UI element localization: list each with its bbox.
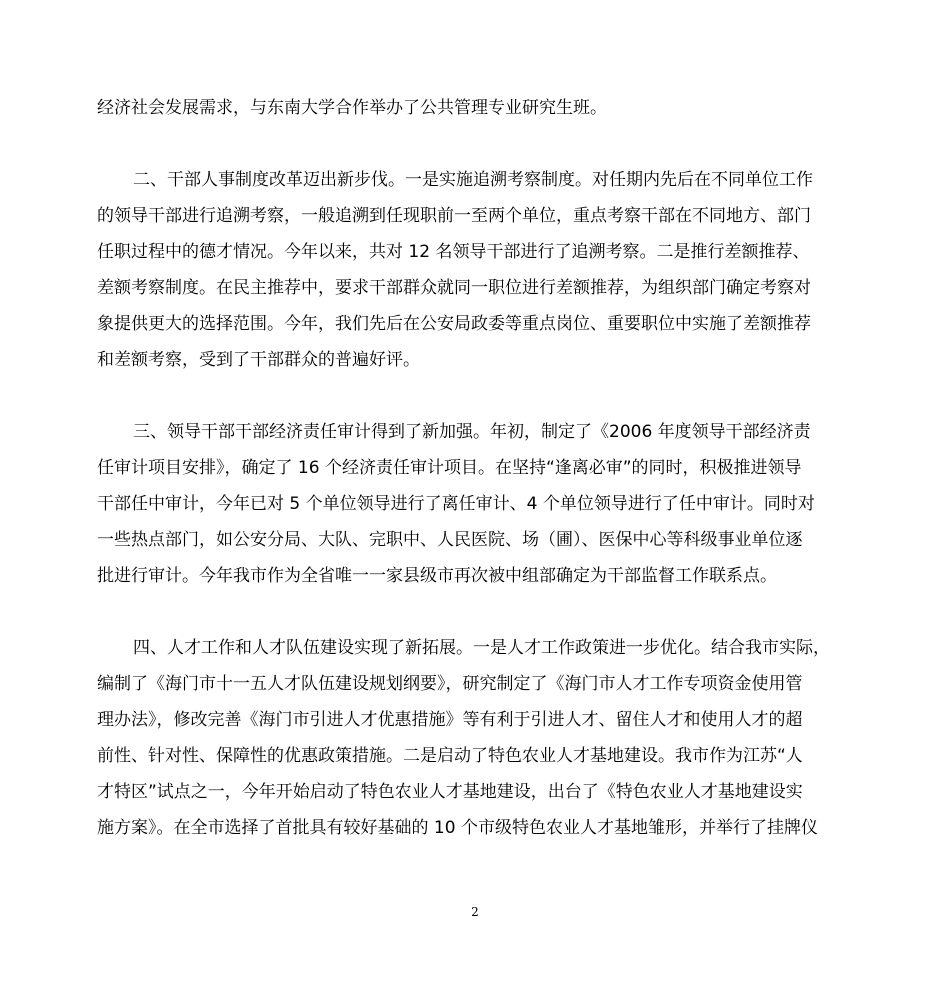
section-3-heading-line: 三、领导干部干部经济责任审计得到了新加强。年初，制定了《2006 年度领导干部经济责 <box>133 422 811 442</box>
section-4-heading-line: 四、人才工作和人才队伍建设实现了新拓展。一是人才工作政策进一步优化。结合我市实际， <box>133 638 830 658</box>
text-line: 经济社会发展需求，与东南大学合作举办了公共管理专业研究生班。 <box>97 98 607 118</box>
page-number: 2 <box>471 905 479 919</box>
text-line: 编制了《海门市十一五人才队伍建设规划纲要》，研究制定了《海门市人才工作专项资金使用管 <box>97 674 803 694</box>
text-line: 才特区”试点之一，今年开始启动了特色农业人才基地建设，出台了《特色农业人才基地建设实 <box>97 782 803 802</box>
text-line: 理办法》，修改完善《海门市引进人才优惠措施》等有利于引进人才、留住人才和使用人才的超 <box>97 710 803 730</box>
text-line: 一些热点部门，如公安分局、大队、完职中、人民医院、场（圃）、医保中心等科级事业单位逐 <box>97 530 803 550</box>
text-line: 和差额考察，受到了干部群众的普遍好评。 <box>97 350 420 370</box>
text-line: 象提供更大的选择范围。今年，我们先后在公安局政委等重点岗位、重要职位中实施了差额推荐 <box>97 314 811 334</box>
text-line: 前性、针对性、保障性的优惠政策措施。二是启动了特色农业人才基地建设。我市作为江苏“人 <box>97 746 803 766</box>
text-line: 的领导干部进行追溯考察，一般追溯到任现职前一至两个单位，重点考察干部在不同地方、部门 <box>97 206 811 226</box>
section-2-heading-line: 二、干部人事制度改革迈出新步伐。一是实施追溯考察制度。对任期内先后在不同单位工作 <box>133 170 813 190</box>
text-line: 任审计项目安排》，确定了 16 个经济责任审计项目。在坚持“逢离必审”的同时，积极推进领导 <box>97 458 802 478</box>
text-line: 任职过程中的德才情况。今年以来，共对 12 名领导干部进行了追溯考察。二是推行差额推荐、 <box>97 242 810 262</box>
text-line: 施方案》。在全市选择了首批具有较好基础的 10 个市级特色农业人才基地雏形，并举行了挂牌仪 <box>97 818 818 838</box>
text-line: 批进行审计。今年我市作为全省唯一一家县级市再次被中组部确定为干部监督工作联系点。 <box>97 566 777 586</box>
text-line: 干部任中审计，今年已对 5 个单位领导进行了离任审计、4 个单位领导进行了任中审计。同时对 <box>97 494 815 514</box>
text-line: 差额考察制度。在民主推荐中，要求干部群众就同一职位进行差额推荐，为组织部门确定考察对 <box>97 278 811 298</box>
